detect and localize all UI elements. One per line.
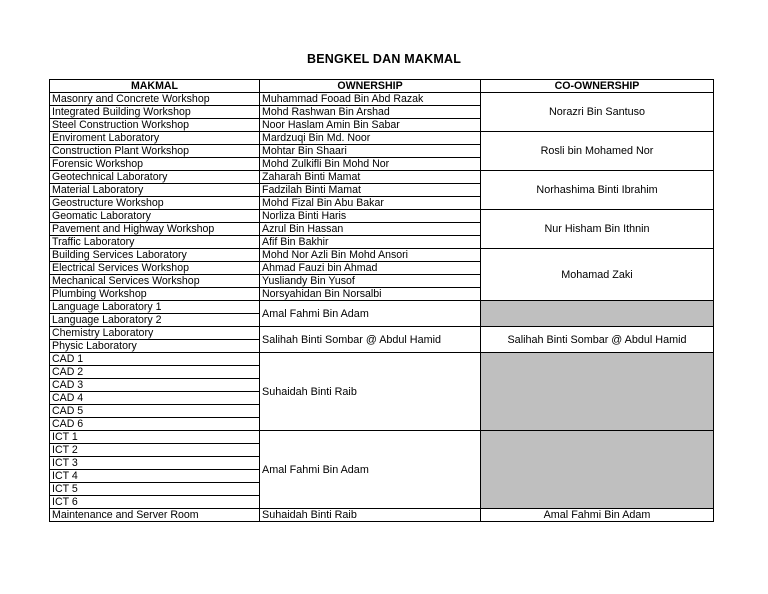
co-ownership-cell: Rosli bin Mohamed Nor (481, 132, 714, 171)
makmal-cell: CAD 6 (50, 418, 260, 431)
ownership-cell: Suhaidah Binti Raib (260, 353, 481, 431)
ownership-cell: Fadzilah Binti Mamat (260, 184, 481, 197)
makmal-cell: CAD 2 (50, 366, 260, 379)
makmal-cell: ICT 2 (50, 444, 260, 457)
makmal-cell: Geotechnical Laboratory (50, 171, 260, 184)
makmal-cell: Geostructure Workshop (50, 197, 260, 210)
makmal-cell: ICT 1 (50, 431, 260, 444)
makmal-cell: ICT 4 (50, 470, 260, 483)
co-ownership-cell: Norazri Bin Santuso (481, 93, 714, 132)
makmal-cell: Language Laboratory 2 (50, 314, 260, 327)
makmal-cell: ICT 5 (50, 483, 260, 496)
co-ownership-cell: Amal Fahmi Bin Adam (481, 509, 714, 522)
labs-table (49, 79, 714, 522)
co-ownership-cell: Nur Hisham Bin Ithnin (481, 210, 714, 249)
table-row (50, 301, 714, 314)
empty-shaded-cell (481, 431, 714, 509)
table-row (50, 327, 714, 340)
document-title: BENGKEL DAN MAKMAL (306, 52, 462, 66)
makmal-cell: Chemistry Laboratory (50, 327, 260, 340)
table-row (50, 132, 714, 145)
ownership-cell: Mohd Nor Azli Bin Mohd Ansori (260, 249, 481, 262)
table-row (50, 93, 714, 106)
makmal-cell: Mechanical Services Workshop (50, 275, 260, 288)
ownership-cell: Amal Fahmi Bin Adam (260, 301, 481, 327)
table-row (50, 509, 714, 522)
makmal-cell: Maintenance and Server Room (50, 509, 260, 522)
makmal-cell: CAD 5 (50, 405, 260, 418)
makmal-cell: Enviroment Laboratory (50, 132, 260, 145)
empty-shaded-cell (481, 301, 714, 327)
makmal-cell: Masonry and Concrete Workshop (50, 93, 260, 106)
makmal-cell: ICT 3 (50, 457, 260, 470)
ownership-cell: Suhaidah Binti Raib (260, 509, 481, 522)
makmal-cell: ICT 6 (50, 496, 260, 509)
makmal-cell: Plumbing Workshop (50, 288, 260, 301)
ownership-cell: Norliza Binti Haris (260, 210, 481, 223)
ownership-cell: Mohd Zulkifli Bin Mohd Nor (260, 158, 481, 171)
table-row (50, 431, 714, 444)
makmal-cell: Physic Laboratory (50, 340, 260, 353)
makmal-cell: CAD 3 (50, 379, 260, 392)
header-co-ownership: CO-OWNERSHIP (481, 80, 714, 93)
table-row (50, 171, 714, 184)
ownership-cell: Noor Haslam Amin Bin Sabar (260, 119, 481, 132)
makmal-cell: Language Laboratory 1 (50, 301, 260, 314)
makmal-cell: Traffic Laboratory (50, 236, 260, 249)
ownership-cell: Mohd Fizal Bin Abu Bakar (260, 197, 481, 210)
ownership-cell: Norsyahidan Bin Norsalbi (260, 288, 481, 301)
makmal-cell: Material Laboratory (50, 184, 260, 197)
makmal-cell: Construction Plant Workshop (50, 145, 260, 158)
header-ownership: OWNERSHIP (260, 80, 481, 93)
ownership-cell: Muhammad Fooad Bin Abd Razak (260, 93, 481, 106)
ownership-cell: Salihah Binti Sombar @ Abdul Hamid (260, 327, 481, 353)
table-row (50, 249, 714, 262)
ownership-cell: Azrul Bin Hassan (260, 223, 481, 236)
makmal-cell: Steel Construction Workshop (50, 119, 260, 132)
makmal-cell: Geomatic Laboratory (50, 210, 260, 223)
ownership-cell: Afif Bin Bakhir (260, 236, 481, 249)
table-row (50, 210, 714, 223)
makmal-cell: Pavement and Highway Workshop (50, 223, 260, 236)
empty-shaded-cell (481, 353, 714, 431)
ownership-cell: Yusliandy Bin Yusof (260, 275, 481, 288)
makmal-cell: CAD 1 (50, 353, 260, 366)
ownership-cell: Mohtar Bin Shaari (260, 145, 481, 158)
ownership-cell: Amal Fahmi Bin Adam (260, 431, 481, 509)
makmal-cell: Integrated Building Workshop (50, 106, 260, 119)
table-row (50, 353, 714, 366)
makmal-cell: Building Services Laboratory (50, 249, 260, 262)
header-makmal: MAKMAL (50, 80, 260, 93)
makmal-cell: Forensic Workshop (50, 158, 260, 171)
ownership-cell: Mardzuqi Bin Md. Noor (260, 132, 481, 145)
ownership-cell: Zaharah Binti Mamat (260, 171, 481, 184)
ownership-cell: Ahmad Fauzi bin Ahmad (260, 262, 481, 275)
makmal-cell: CAD 4 (50, 392, 260, 405)
co-ownership-cell: Norhashima Binti Ibrahim (481, 171, 714, 210)
co-ownership-cell: Mohamad Zaki (481, 249, 714, 301)
table-header-row (50, 80, 714, 93)
makmal-cell: Electrical Services Workshop (50, 262, 260, 275)
ownership-cell: Mohd Rashwan Bin Arshad (260, 106, 481, 119)
co-ownership-cell: Salihah Binti Sombar @ Abdul Hamid (481, 327, 714, 353)
